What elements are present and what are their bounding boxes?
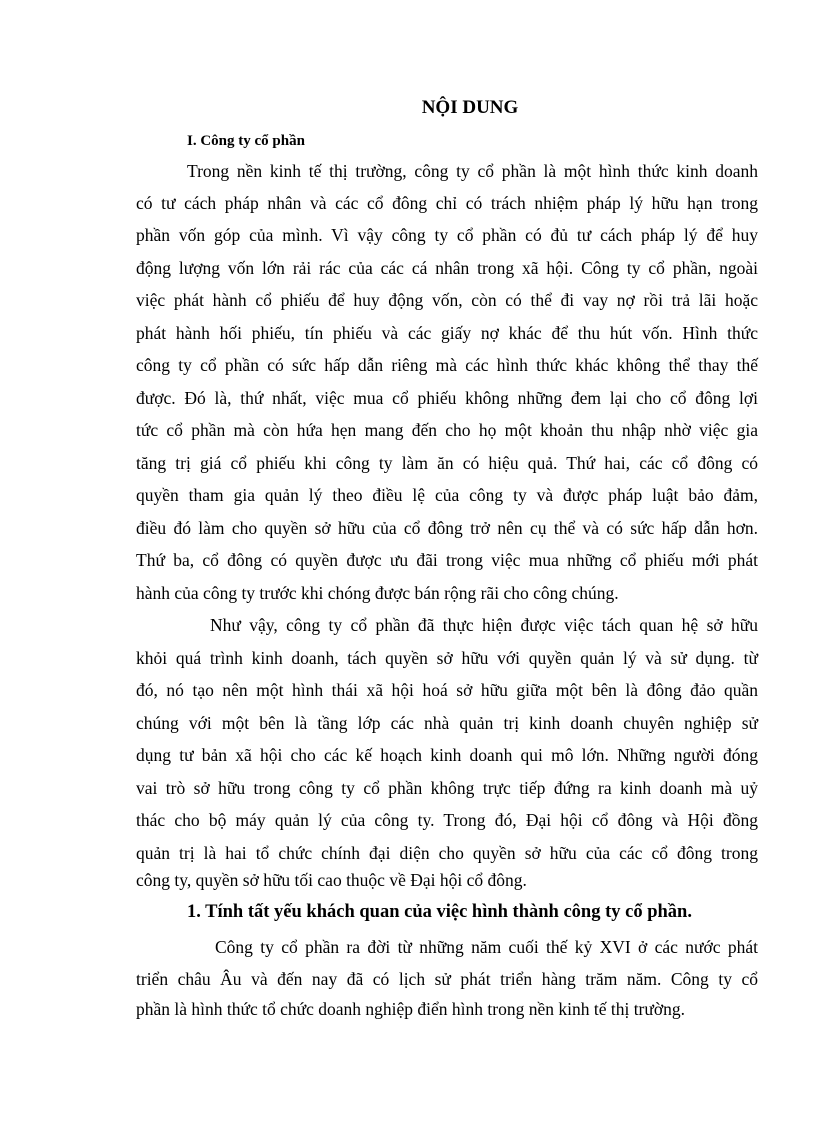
section-heading: I. Công ty cổ phần <box>187 133 305 149</box>
paragraph-line: Công ty cổ phần ra đời từ những năm cuối thế kỷ XVI ở các nước phát <box>215 937 758 957</box>
paragraph-line: được. Đó là, thứ nhất, việc mua cổ phiếu không những đem lại cho cổ đông lợi <box>136 388 758 408</box>
paragraph-line: động lượng vốn lớn rải rác của các cá nhân trong xã hội. Công ty cổ phần, ngoài <box>136 258 758 278</box>
paragraph-line: tức cổ phần mà còn hứa hẹn mang đến cho họ một khoản thu nhập nhờ việc gia <box>136 420 758 440</box>
paragraph-line: tăng trị giá cổ phiếu khi công ty làm ăn có hiệu quả. Thứ hai, các cổ đông có <box>136 453 758 473</box>
paragraph-line: công ty cổ phần có sức hấp dẫn riêng mà các hình thức khác không thể thay thế <box>136 355 758 375</box>
page-title: NỘI DUNG <box>421 97 519 118</box>
paragraph-line: Như vậy, công ty cổ phần đã thực hiện được việc tách quan hệ sở hữu <box>210 615 758 635</box>
paragraph-line: phần là hình thức tổ chức doanh nghiệp điển hình trong nền kinh tế thị trường. <box>136 999 685 1019</box>
paragraph-line: khỏi quá trình kinh doanh, tách quyền sở hữu với quyền quản lý và sử dụng. từ <box>136 648 758 668</box>
paragraph-line: phát hành hối phiếu, tín phiếu và các giấy nợ khác để thu hút vốn. Hình thức <box>136 323 758 343</box>
paragraph-line: Trong nền kinh tế thị trường, công ty cổ phần là một hình thức kinh doanh <box>187 161 758 181</box>
paragraph-line: triển châu Âu và đến nay đã có lịch sử phát triển hàng trăm năm. Công ty cổ <box>136 969 758 989</box>
paragraph-line: quản trị là hai tổ chức chính đại diện cho quyền sở hữu của các cổ đông trong <box>136 843 758 863</box>
paragraph-line: có tư cách pháp nhân và các cổ đông chỉ có trách nhiệm pháp lý hữu hạn trong <box>136 193 758 213</box>
paragraph-line: điều đó làm cho quyền sở hữu của cổ đông trở nên cụ thể và có sức hấp dẫn hơn. <box>136 518 758 538</box>
paragraph-line: hành của công ty trước khi chóng được bán rộng rãi cho công chúng. <box>136 583 619 603</box>
paragraph-line: thác cho bộ máy quản lý của công ty. Trong đó, Đại hội cổ đông và Hội đồng <box>136 810 758 830</box>
paragraph-line: chúng với một bên là tầng lớp các nhà quản trị kinh doanh chuyên nghiệp sử <box>136 713 758 733</box>
paragraph-line: đó, nó tạo nên một hình thái xã hội hoá sở hữu giữa một bên là đông đảo quần <box>136 680 758 700</box>
paragraph-line: Thứ ba, cổ đông có quyền được ưu đãi trong việc mua những cổ phiếu mới phát <box>136 550 758 570</box>
paragraph-line: phần vốn góp của mình. Vì vậy công ty cổ phần có đủ tư cách pháp lý để huy <box>136 225 758 245</box>
paragraph-line: quyền tham gia quản lý theo điều lệ của công ty và được pháp luật bảo đảm, <box>136 485 758 505</box>
subsection-heading: 1. Tính tất yếu khách quan của việc hình thành công ty cổ phần. <box>187 902 692 922</box>
paragraph-line: việc phát hành cổ phiếu để huy động vốn, còn có thể đi vay nợ rồi trả lãi hoặc <box>136 290 758 310</box>
paragraph-line: công ty, quyền sở hữu tối cao thuộc về Đại hội cổ đông. <box>136 870 527 890</box>
paragraph-line: vai trò sở hữu trong công ty cổ phần không trực tiếp đứng ra kinh doanh mà uỷ <box>136 778 758 798</box>
paragraph-line: dụng tư bản xã hội cho các kế hoạch kinh doanh qui mô lớn. Những người đóng <box>136 745 758 765</box>
